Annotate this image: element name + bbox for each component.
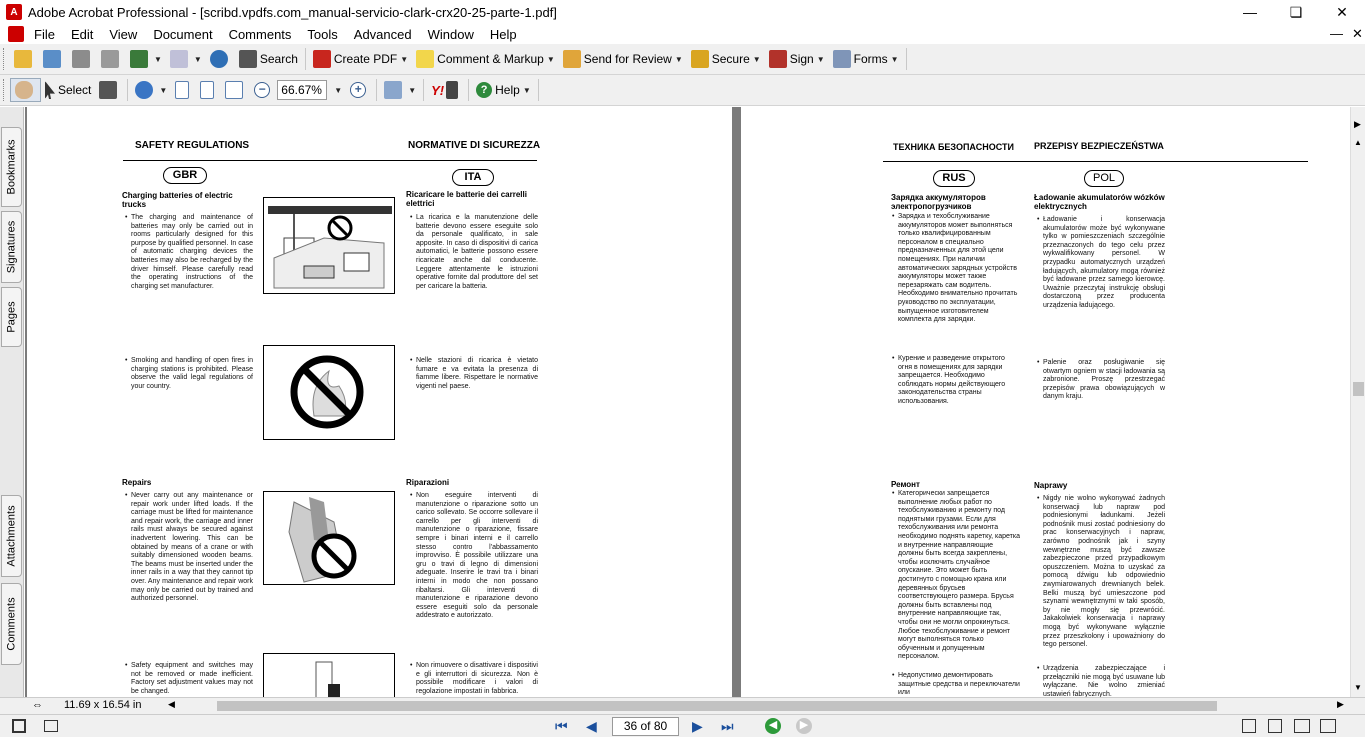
section-text-safety-pl: • Urządzenia zabezpieczające i przełączniki nie mogą być usuwane lub wyłączane. Nie wolno zmieniać ustawień fabrycznych.	[1037, 665, 1165, 697]
chevron-down-icon: ▼	[193, 54, 202, 64]
page-header-right: PRZEPISY BEZPIECZEŃSTWA	[1034, 141, 1164, 151]
pdf-page-right	[741, 107, 1350, 697]
no-fire-illustration	[263, 345, 395, 440]
doc-minimize-button[interactable]: —	[1330, 26, 1343, 41]
tab-attachments[interactable]	[1, 495, 22, 577]
document-view[interactable]	[25, 107, 1350, 697]
tab-comments-label: Comments	[5, 597, 18, 651]
save-button[interactable]	[68, 47, 97, 71]
create-pdf-button[interactable]	[309, 47, 412, 71]
acrobat-icon: A	[6, 4, 22, 20]
continuous-facing-icon[interactable]	[1320, 719, 1336, 733]
section-title-charging-en: Charging batteries of electric trucks	[122, 191, 233, 209]
help-icon: ?	[476, 82, 492, 98]
charging-illustration	[263, 197, 395, 294]
create-pdf-icon	[313, 50, 331, 68]
scroll-right-arrow-icon[interactable]: ▶	[1337, 699, 1344, 709]
forms-button[interactable]	[829, 47, 903, 71]
horizontal-scroll-row	[0, 697, 1365, 714]
folder-open-icon	[14, 50, 32, 68]
rotate-icon	[384, 81, 402, 99]
menu-bar	[0, 24, 1365, 44]
fit-page-icon	[200, 81, 214, 99]
language-badge-rus: RUS	[933, 170, 975, 187]
section-text-repairs-ru: • Категорически запрещается выполнение любых работ по техобслуживанию и ремонту под поднятыми грузами. Если для техобслуживания или ремонта необходимо поднять каретку, каретка и внутренние направляющие должны быть всегда закреплены, чтобы исключить случайное опускание. Это может быть достигнуто с помощью крана или деревянных брусьев соответствующего размера. Брусья должны быть вставлены под внутренние направляющие так, чтобы они не могли опрокинуться. Любое техобслуживание и ремонт могут выполняться только обученным и допущенным персоналом.	[892, 490, 1020, 661]
open-button[interactable]	[10, 47, 39, 71]
single-page-icon[interactable]	[1242, 719, 1256, 733]
zoom-dropdown[interactable]	[327, 78, 346, 102]
repairs-illustration	[263, 491, 395, 585]
chevron-down-icon: ▼	[159, 85, 168, 95]
section-text-repairs-en: • Never carry out any maintenance or repair work under lifted loads. If the carriage must be lifted for maintenance and repair work, the carriage and inner rails must always be secured against inadvertent lowering. This can be obtained by means of a crane or with suitably dimensioned wooden beams. The beams must be inserted under the inner rails in a way that they cannot tip over. Any maintenance and repair work may only be carried out by trained and authorized personnel.	[125, 492, 253, 603]
zoom-level-input[interactable]: 66.67%	[277, 80, 327, 100]
document-icon[interactable]	[8, 26, 24, 42]
section-text-safety-ru: • Недопустимо демонтировать защитные средства и переключатели или	[892, 672, 1020, 697]
menu-view[interactable]: View	[109, 26, 138, 42]
actual-size-button[interactable]	[171, 78, 196, 102]
sign-label: Sign	[789, 52, 814, 66]
fit-width-button[interactable]	[221, 78, 250, 102]
chevron-down-icon: ▼	[334, 85, 343, 95]
help-button[interactable]	[472, 78, 535, 102]
previous-page-button[interactable]: ◀	[586, 718, 597, 734]
lock-icon	[691, 50, 709, 68]
maximize-button[interactable]: ❏	[1289, 3, 1303, 20]
search-button[interactable]	[235, 47, 302, 71]
help-label: Help	[495, 83, 520, 97]
cursor-icon	[45, 81, 55, 99]
last-page-button[interactable]: ⏭	[721, 718, 734, 734]
email-button[interactable]	[126, 47, 166, 71]
comment-markup-button[interactable]	[412, 47, 559, 71]
camera-icon	[99, 81, 117, 99]
chevron-down-icon: ▼	[408, 85, 417, 95]
binoculars-icon	[446, 81, 458, 99]
section-title-repairs-ru: Ремонт	[891, 480, 920, 489]
print-button[interactable]	[97, 47, 126, 71]
zoom-in-icon	[135, 81, 153, 99]
tab-bookmarks[interactable]	[1, 127, 22, 207]
forms-label: Forms	[853, 52, 888, 66]
section-title-charging-ru: Зарядка аккумуляторов электропогрузчиков	[891, 193, 986, 211]
menu-window[interactable]: Window	[427, 26, 474, 42]
toolbar-grip[interactable]	[3, 48, 6, 70]
panel-expand-arrow-icon[interactable]: ▶	[1354, 119, 1361, 129]
hand-tool-button[interactable]	[10, 78, 41, 102]
page-header-right: NORMATIVE DI SICUREZZA	[408, 140, 541, 151]
email-icon	[130, 50, 148, 68]
printer-icon	[101, 50, 119, 68]
section-title-repairs-en: Repairs	[122, 478, 152, 487]
section-text-smoking-it: • Nelle stazioni di ricarica è vietato fumare e va evitata la presenza di fiamme libere. Rispettare le normative vigenti nel paese.	[410, 357, 538, 390]
menu-file[interactable]: File	[34, 26, 55, 42]
scroll-left-arrow-icon[interactable]: ◀	[168, 699, 175, 709]
snapshot-button[interactable]	[95, 78, 124, 102]
navigation-panel	[0, 107, 24, 697]
vertical-scroll-thumb[interactable]	[1353, 382, 1364, 396]
chevron-down-icon: ▼	[400, 54, 409, 64]
chevron-down-icon: ▼	[752, 54, 761, 64]
section-text-charging-ru: • Зарядка и техобслуживание аккумуляторов может выполняться только квалифицированным персоналом в специально предназначенных для этой цели помещениях. При наличии автоматических зарядных устройств аккумуляторы может также перезаряжать сам водитель. Необходимо внимательно прочитать руководство по эксплуатации, выпущенное изготовителем комплекта для зарядки.	[892, 213, 1018, 324]
secure-label: Secure	[711, 52, 750, 66]
zoom-in-button[interactable]	[346, 78, 373, 102]
next-page-button[interactable]: ▶	[692, 718, 703, 734]
horizontal-scroll-thumb[interactable]	[217, 701, 1217, 711]
send-review-button[interactable]	[559, 47, 687, 71]
section-title-repairs-it: Riparazioni	[406, 478, 450, 487]
menu-advanced[interactable]: Advanced	[353, 26, 412, 42]
paperclip-icon	[170, 50, 188, 68]
save-icon	[72, 50, 90, 68]
header-rule	[883, 161, 1308, 162]
web-search-button[interactable]	[206, 47, 235, 71]
minus-icon: −	[254, 82, 270, 98]
tab-signatures-label: Signatures	[5, 220, 18, 274]
first-page-button[interactable]: ⏮	[555, 718, 568, 734]
actual-size-icon	[175, 81, 189, 99]
section-text-smoking-ru: • Курение и разведение открытого огня в помещениях для зарядки запрещается. Необходимо соблюдать нормы действующего законодательства страны использования.	[892, 355, 1006, 405]
section-text-safety-en: • Safety equipment and switches may not be removed or made inefficient. Factory set adjustment values may not be changed.	[125, 662, 253, 695]
forms-icon	[833, 50, 851, 68]
send-review-label: Send for Review	[583, 52, 672, 66]
binoculars-icon	[239, 50, 257, 68]
menu-document[interactable]: Document	[153, 26, 213, 42]
section-text-safety-it: • Non rimuovere o disattivare i dispositivi e gli interruttori di sicurezza. Non è possibile modificare i valori di regolazione impostati in fabbrica.	[410, 662, 538, 695]
section-text-charging-en: • The charging and maintenance of batteries may only be carried out in rooms particularly designed for this purpose by qualified personnel. In case of automatic charging devices the batteries may also be recharged by the driver himself. Please carefully read the operating instructions of the charging set manufacturer.	[125, 214, 253, 290]
chevron-down-icon: ▼	[522, 85, 531, 95]
window-icon[interactable]	[44, 720, 58, 732]
section-text-repairs-pl: • Nigdy nie wolno wykonywać żadnych konserwacji lub napraw pod podniesionymi ładunkami. Jeżeli podnośnik musi zostać podniesiony do prac konserwacyjnych i napraw, zarówno podnośnik jak i szyny wewnętrzne muszą być zawsze zabezpieczone przed przypadkowym opuszczeniem. Można to uzyskać za pomocą dźwigu lub odpowiednio zwymiarowanych drewnianych belek. Belki muszą być umieszczone pod szynami wewnętrznymi w taki sposób, by nie mogły się przewrócić. Jakakolwiek konserwacja i naprawy mogą być wykonywane wyłącznie przez przeszkolony i upoważniony do tego personel.	[1037, 495, 1165, 649]
chevron-down-icon: ▼	[674, 54, 683, 64]
minimize-button[interactable]: —	[1243, 4, 1257, 20]
toolbar-separator	[538, 79, 539, 101]
select-label: Select	[58, 83, 92, 97]
toolbar-separator	[127, 79, 128, 101]
scroll-up-arrow-icon[interactable]: ▲	[1354, 138, 1362, 147]
chevron-down-icon: ▼	[816, 54, 825, 64]
page-size-arrows-icon[interactable]: ⇔	[32, 699, 43, 711]
section-text-charging-pl: • Ładowanie i konserwacja akumulatorów może być wykonywane tylko w pomieszczeniach szczególnie przeznaczonych do tego celu przez wykwalifikowany personel. W przypadku automatycznych urządzeń ładujących, akumulatory mogą również być ładowane przez samego kierowcę. Uważnie przeczytaj instrukcję obsługi dostarczoną przez producenta urządzenia ładującego.	[1037, 216, 1165, 309]
continuous-page-icon[interactable]	[1268, 719, 1282, 733]
zoom-tool-button[interactable]	[131, 78, 171, 102]
toolbar-separator	[423, 79, 424, 101]
comment-icon	[416, 50, 434, 68]
fit-width-icon	[225, 81, 243, 99]
toolbar-separator	[305, 48, 306, 70]
section-title-repairs-pl: Naprawy	[1034, 481, 1068, 490]
file-toolbar	[0, 44, 1365, 75]
toolbar-grip[interactable]	[3, 79, 6, 101]
vertical-scrollbar[interactable]	[1350, 107, 1365, 697]
create-pdf-label: Create PDF	[333, 52, 398, 66]
zoom-out-button[interactable]	[250, 78, 277, 102]
section-title-charging-it: Ricaricare le batterie dei carrelli elettrici	[406, 190, 527, 208]
page-size-label: 11.69 x 16.54 in	[64, 699, 142, 711]
secure-button[interactable]	[687, 47, 765, 71]
tab-signatures[interactable]	[1, 211, 22, 283]
chevron-down-icon: ▼	[890, 54, 899, 64]
section-text-charging-it: • La ricarica e la manutenzione delle batterie devono essere eseguite solo da personale qualificato, in sale apposite. In caso di dispositivi di carica automatici, le batterie possono essere ricaricate anche dal conducente. Leggere attentamente le istruzioni operative fornite dal produttore del set per caricare la batteria.	[410, 214, 538, 290]
fit-page-button[interactable]	[196, 78, 221, 102]
doc-close-button[interactable]: ✕	[1352, 26, 1363, 41]
window-title: Adobe Acrobat Professional - [scribd.vpdfs.com_manual-servicio-clark-crx20-25-parte-1.pdf]	[28, 4, 557, 20]
language-badge-gbr: GBR	[163, 167, 207, 184]
search-label: Search	[259, 52, 298, 66]
sign-button[interactable]	[765, 47, 829, 71]
close-button[interactable]: ✕	[1336, 3, 1348, 20]
chevron-down-icon: ▼	[154, 54, 162, 64]
scroll-down-arrow-icon[interactable]: ▼	[1354, 683, 1362, 692]
language-badge-pol: POL	[1084, 170, 1124, 187]
pen-icon	[769, 50, 787, 68]
menu-tools[interactable]: Tools	[307, 26, 338, 42]
tab-pages-label: Pages	[5, 301, 18, 333]
switch-illustration	[263, 653, 395, 697]
section-text-repairs-it: • Non eseguire interventi di manutenzione o riparazione sotto un carico sollevato. Se occorre sollevare il carrello per gli interventi di manutenzione o riparazione, fissare sempre i binari interni e il carrello stesso contro l'abbassamento improvviso. È possibile utilizzare una gru o travi di legno di dimensioni adeguate. Inserire le travi tra i binari interni in modo che non possano ribaltarsi. Gli interventi di manutenzione e riparazione devono essere eseguiti solo da personale addestrato e autorizzato.	[410, 492, 538, 620]
toolbar-separator	[906, 48, 907, 70]
title-bar	[0, 0, 1365, 24]
select-tool-button[interactable]	[41, 78, 95, 102]
globe-icon	[210, 50, 228, 68]
tab-pages[interactable]	[1, 287, 22, 347]
header-rule	[123, 160, 537, 161]
section-title-charging-pl: Ładowanie akumulatorów wózków elektrycznych	[1034, 193, 1165, 211]
tab-comments[interactable]	[1, 583, 22, 665]
page-number-input[interactable]: 36 of 80	[612, 717, 679, 736]
menu-comments[interactable]: Comments	[228, 26, 292, 42]
send-review-icon	[563, 50, 581, 68]
toolbar-separator	[468, 79, 469, 101]
menu-help[interactable]: Help	[489, 26, 517, 42]
previous-view-icon[interactable]: ◀	[765, 718, 781, 734]
organizer-icon	[43, 50, 61, 68]
pdf-page-left	[27, 107, 732, 697]
attach-button[interactable]	[166, 47, 206, 71]
menu-edit[interactable]: Edit	[70, 26, 94, 42]
hand-icon	[15, 81, 33, 99]
page-header-left: SAFETY REGULATIONS	[135, 140, 250, 151]
section-text-smoking-en: • Smoking and handling of open fires in charging stations is prohibited. Please observe the valid legal regulations of your country.	[125, 357, 253, 390]
status-bar	[0, 714, 1365, 737]
view-toolbar	[0, 75, 1365, 106]
yahoo-search-button[interactable]	[427, 78, 465, 102]
yahoo-icon: Y!	[431, 82, 445, 98]
chevron-down-icon: ▼	[546, 54, 555, 64]
page-header-left: ТЕХНИКА БЕЗОПАСНОСТИ	[893, 142, 1014, 152]
tab-bookmarks-label: Bookmarks	[5, 139, 18, 195]
rotate-view-button[interactable]	[380, 78, 420, 102]
language-badge-ita: ITA	[452, 169, 494, 186]
plus-icon: +	[350, 82, 366, 98]
organizer-button[interactable]	[39, 47, 68, 71]
section-text-smoking-pl: • Palenie oraz posługiwanie się otwartym ogniem w stacji ładowania są zabronione. Proszę przestrzegać przepisów prawa obowiązujących w danym kraju.	[1037, 359, 1165, 401]
next-view-icon[interactable]: ▶	[796, 718, 812, 734]
toolbar-separator	[376, 79, 377, 101]
comment-markup-label: Comment & Markup	[437, 52, 544, 66]
tab-attachments-label: Attachments	[5, 505, 18, 567]
facing-pages-icon[interactable]	[1294, 719, 1310, 733]
options-icon[interactable]	[12, 719, 26, 733]
